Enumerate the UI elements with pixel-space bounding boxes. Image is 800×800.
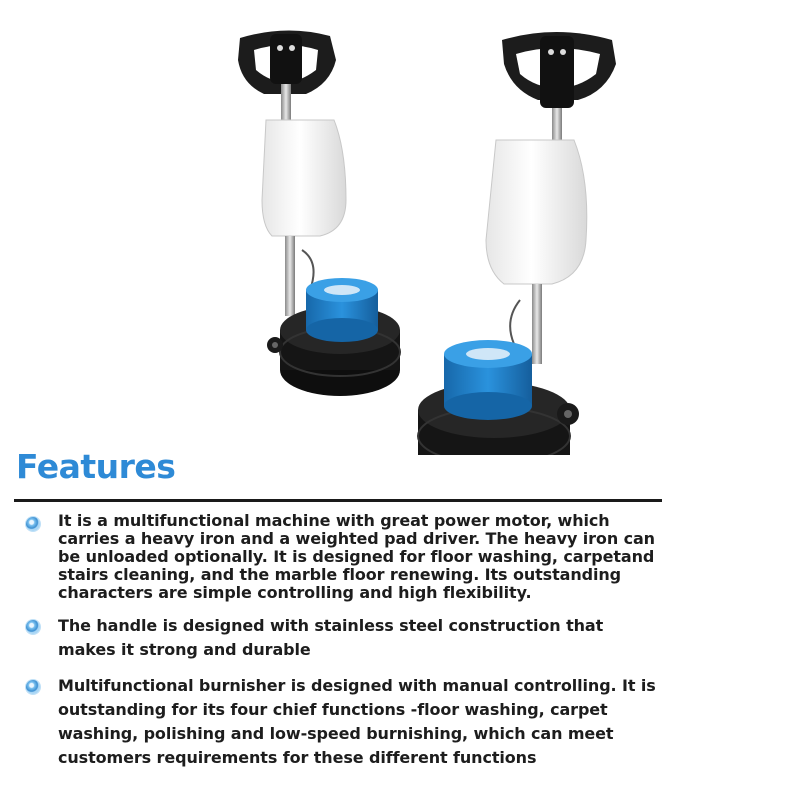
feature-item (22, 614, 662, 662)
bullet-icon (26, 620, 40, 634)
feature-item (22, 674, 662, 770)
feature-text: It is a multifunctional machine with great power motor, which carries a heavy iron and a weighted pad driver. The heavy iron can be unloaded optionally. It is designed for floor washing, carpetand stairs cleaning, and the marble floor renewing. Its outstanding characters are simple controlling and high flexibility. (58, 511, 655, 602)
bullet-icon (26, 680, 40, 694)
feature-text: The handle is designed with stainless steel construction that makes it strong and durable (58, 616, 604, 659)
bullet-icon (26, 517, 40, 531)
feature-item (22, 512, 662, 602)
heading-divider (14, 499, 662, 502)
features-heading: Features (16, 447, 176, 486)
floor-machine-left (238, 30, 400, 396)
features-list (22, 512, 662, 782)
feature-text: Multifunctional burnisher is designed with manual controlling. It is outstanding for its four chief functions -floor washing, carpet washing, polishing and low-speed burnishing, which can meet customers requirements for these different functions (58, 676, 656, 767)
floor-machine-right (418, 32, 616, 455)
